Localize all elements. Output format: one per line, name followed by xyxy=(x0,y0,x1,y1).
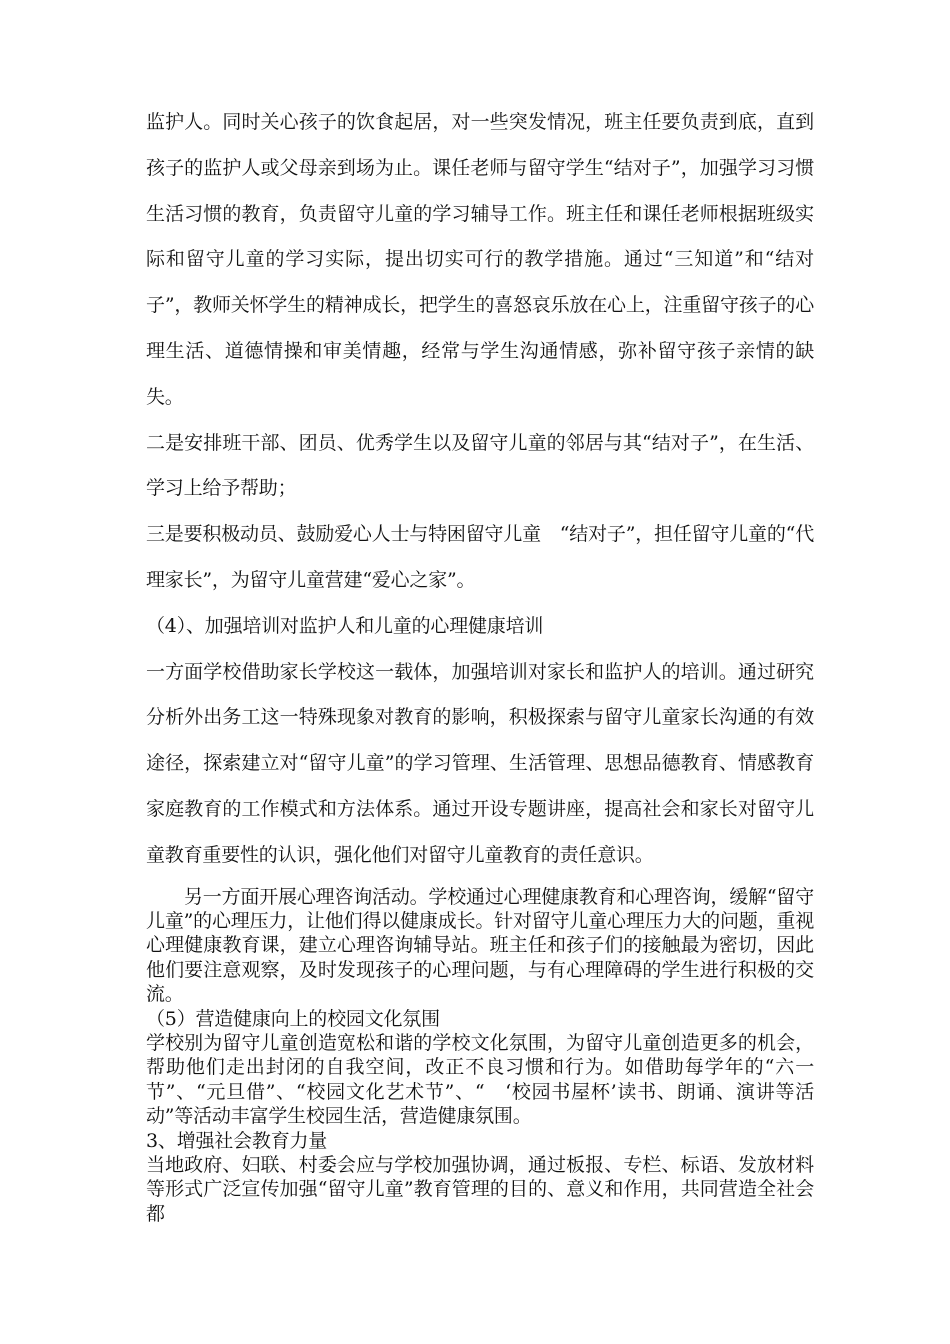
loose-section xyxy=(146,100,814,879)
heading-section-5: （5）营造健康向上的校园文化氛围 xyxy=(146,1007,440,1030)
document-page xyxy=(146,100,814,1226)
paragraph-point-two: 二是安排班干部、团员、优秀学生以及留守儿童的邻居与其“结对子”，在生活、学习上给予帮助； xyxy=(146,431,814,500)
paragraph-point-three: 三是要积极动员、鼓励爱心人士与特困留守儿童 “结对子”，担任留守儿童的“代理家长”，为留守儿童营建“爱心之家”。 xyxy=(146,523,814,591)
heading-section-4: （4）、加强培训对监护人和儿童的心理健康培训 xyxy=(146,614,544,637)
heading-section-3: 3、增强社会教育力量 xyxy=(146,1129,328,1152)
paragraph-campus-culture: 学校别为留守儿童创造宽松和谐的学校文化氛围，为留守儿童创造更多的机会，帮助他们走出封闭的自我空间，改正不良习惯和行为。如借助每学年的“六一节”、“元旦借”、“校园文化艺术节”、“ ‘校园书屋杯’读书、朗诵、演讲等活动”等活动丰富学生校园生活，营造健康氛围。 xyxy=(146,1031,814,1128)
paragraph-society: 当地政府、妇联、村委会应与学校加强协调，通过板报、专栏、标语、发放材料等形式广泛宣传加强“留守儿童”教育管理的目的、意义和作用，共同营造全社会都 xyxy=(146,1154,814,1225)
paragraph-class-teacher: 监护人。同时关心孩子的饮食起居，对一些突发情况，班主任要负责到底，直到孩子的监护人或父母亲到场为止。课任老师与留守学生“结对子”，加强学习习惯生活习惯的教育，负责留守儿童的学习辅导工作。班主任和课任老师根据班级实际和留守儿童的学习实际，提出切实可行的教学措施。通过“三知道”和“结对子”，教师关怀学生的精神成长，把学生的喜怒哀乐放在心上，注重留守孩子的心理生活、道德情操和审美情趣，经常与学生沟通情感，弥补留守孩子亲情的缺失。 xyxy=(146,111,814,408)
paragraph-psych-consult: 另一方面开展心理咨询活动。学校通过心理健康教育和心理咨询，缓解“留守儿童”的心理压力，让他们得以健康成长。针对留守儿童心理压力大的问题，重视心理健康教育课，建立心理咨询辅导站。班主任和孩子们的接触最为密切，因此他们要注意观察，及时发现孩子的心理问题，与有心理障碍的学生进行积极的交流。 xyxy=(146,885,814,1006)
paragraph-parent-school: 一方面学校借助家长学校这一载体，加强培训对家长和监护人的培训。通过研究分析外出务工这一特殊现象对教育的影响，积极探索与留守儿童家长沟通的有效途径，探索建立对“留守儿童”的学习管理、生活管理、思想品德教育、情感教育家庭教育的工作模式和方法体系。通过开设专题讲座，提高社会和家长对留守儿童教育重要性的认识，强化他们对留守儿童教育的责任意识。 xyxy=(146,660,814,866)
tight-section xyxy=(146,885,814,1227)
